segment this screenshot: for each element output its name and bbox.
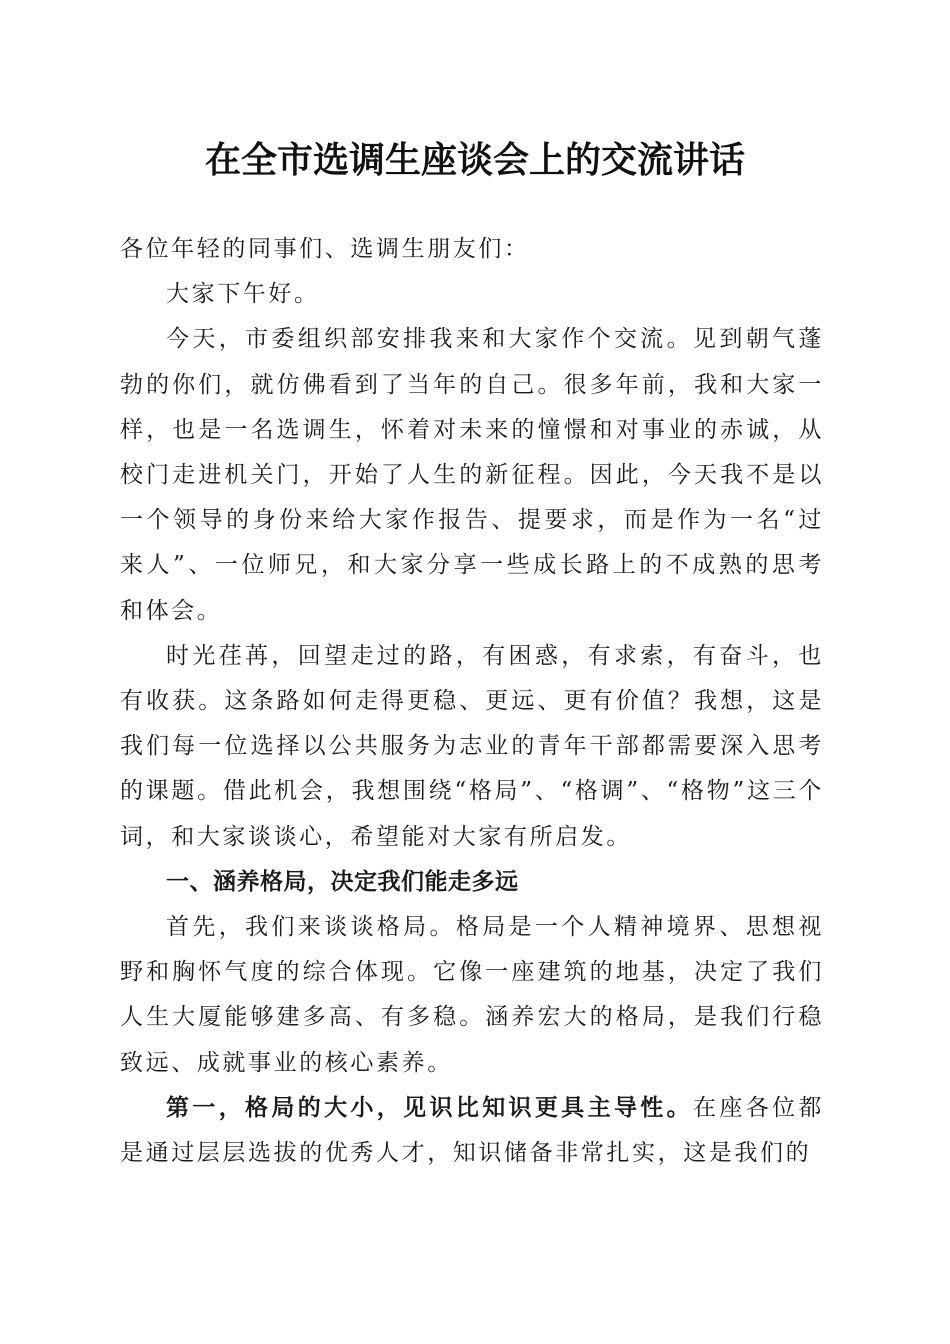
body-paragraph: 首先，我们来谈谈格局。格局是一个人精神境界、思想视野和胸怀气度的综合体现。它像一座建筑的地基，决定了我们人生大厦能够建多高、有多稳。涵养宏大的格局，是我们行稳致远、成就事业的核心素养。 [120,914,824,1076]
salutation: 各位年轻的同事们、选调生朋友们： [120,236,530,262]
body-paragraph: 时光荏苒，回望走过的路，有困惑，有求索，有奋斗，也有收获。这条路如何走得更稳、更远、更有价值？我想，这是我们每一位选择以公共服务为志业的青年干部都需要深入思考的课题。借此机会，我想围绕“格局”、“格调”、“格物”这三个词，和大家谈谈心，希望能对大家有所启发。 [120,642,824,850]
document-body [120,227,824,1176]
document-title: 在全市选调生座谈会上的交流讲话 [204,139,745,181]
point-lead: 第一，格局的大小，见识比知识更具主导性。 [166,1094,693,1121]
body-paragraph: 今天，市委组织部安排我来和大家作个交流。见到朝气蓬勃的你们，就仿佛看到了当年的自己。很多年前，我和大家一样，也是一名选调生，怀着对未来的憧憬和对事业的赤诚，从校门走进机关门，开始了人生的新征程。因此，今天我不是以一个领导的身份来给大家作报告、提要求，而是作为一名“过来人”、一位师兄，和大家分享一些成长路上的不成熟的思考和体会。 [120,326,824,624]
greeting: 大家下午好。 [166,281,320,308]
point-text: 在座各位都是通过层层选拔的优秀人才，知识储备非常扎实，这是我们的 [120,1094,824,1167]
point-paragraph [120,1086,824,1176]
section-heading: 一、涵养格局，决定我们能走多远 [166,868,519,895]
